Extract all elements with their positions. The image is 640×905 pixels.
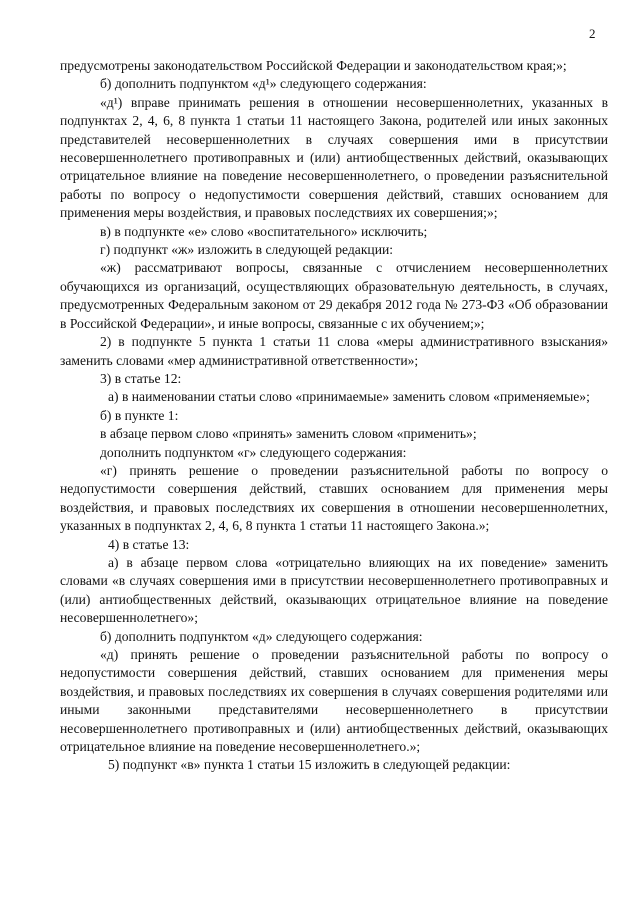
paragraph: б) дополнить подпунктом «д¹» следующего содержания: — [100, 76, 427, 92]
paragraph: предусмотрены законодательством Российской Федерации и законодательством края;»; — [60, 58, 567, 73]
paragraph: б) дополнить подпунктом «д» следующего содержания: — [100, 628, 423, 644]
paragraph: «г) принять решение о проведении разъяснительной работы по вопросу о недопустимости совершения действий, ставших основанием для применения меры воздействия, и правовых последствиях их совершения в отношении несовершеннолетних, указанных в подпунктах 2, 4, 6, 8 пункта 1 статьи 11 настоящего Закона.»; — [60, 462, 608, 534]
paragraph: «д¹) вправе принимать решения в отношении несовершеннолетних, указанных в подпунктах 2, 4, 6, 8 пункта 1 статьи 11 настоящего Закона, родителей или иных законных представителей несовершеннолетних в случаях совершения ими в присутствии несовершеннолетнего противоправных и (или) антиобщественных действий, оказывающих отрицательное влияние на поведение несовершеннолетнего, о проведении разъяснительной работы по вопросу о недопустимости совершения действий, ставших основанием для применения меры воздействия, и правовых последствиях их совершения;»; — [60, 94, 608, 221]
paragraph: 4) в статье 13: — [108, 536, 190, 552]
paragraph: а) в абзаце первом слова «отрицательно влияющих на их поведение» заменить словами «в случаях совершения ими в присутствии несовершеннолетнего противоправных и (или) антиобщественных действий, оказывающих отрицательное влияние на поведение несовершеннолетнего»; — [60, 554, 608, 626]
paragraph: «ж) рассматривают вопросы, связанные с отчислением несовершеннолетних обучающихся из организаций, осуществляющих образовательную деятельность, в случаях, предусмотренных Федеральным законом от 29 декабря 2012 года № 273-ФЗ «Об образовании в Российской Федерации», и иные вопросы, связанные с их обучением;»; — [60, 260, 608, 331]
document-body — [60, 57, 608, 775]
paragraph: 2) в подпункте 5 пункта 1 статьи 11 слова «меры административного взыскания» заменить словами «мер административной ответственности»; — [60, 334, 608, 368]
paragraph: а) в наименовании статьи слово «принимаемые» заменить словом «применяемые»; — [108, 389, 590, 405]
paragraph: «д) принять решение о проведении разъяснительной работы по вопросу о недопустимости совершения действий, ставших основанием для применения меры воздействия, и правовых последствиях их совершения в случаях совершения родителями или иными законными представителями несовершеннолетнего в присутствии несовершеннолетнего противоправных и (или) антиобщественных действий, оказывающих отрицательное влияние на поведение несовершеннолетнего.»; — [60, 647, 608, 755]
paragraph: 3) в статье 12: — [100, 370, 182, 386]
page-number: 2 — [589, 26, 596, 41]
paragraph: б) в пункте 1: — [100, 407, 179, 423]
paragraph: в) в подпункте «е» слово «воспитательного» исключить; — [100, 223, 428, 239]
paragraph: г) подпункт «ж» изложить в следующей редакции: — [100, 242, 394, 258]
paragraph: в абзаце первом слово «принять» заменить словом «применить»; — [100, 426, 477, 442]
paragraph: дополнить подпунктом «г» следующего содержания: — [100, 444, 407, 460]
paragraph: 5) подпункт «в» пункта 1 статьи 15 изложить в следующей редакции: — [108, 757, 511, 773]
